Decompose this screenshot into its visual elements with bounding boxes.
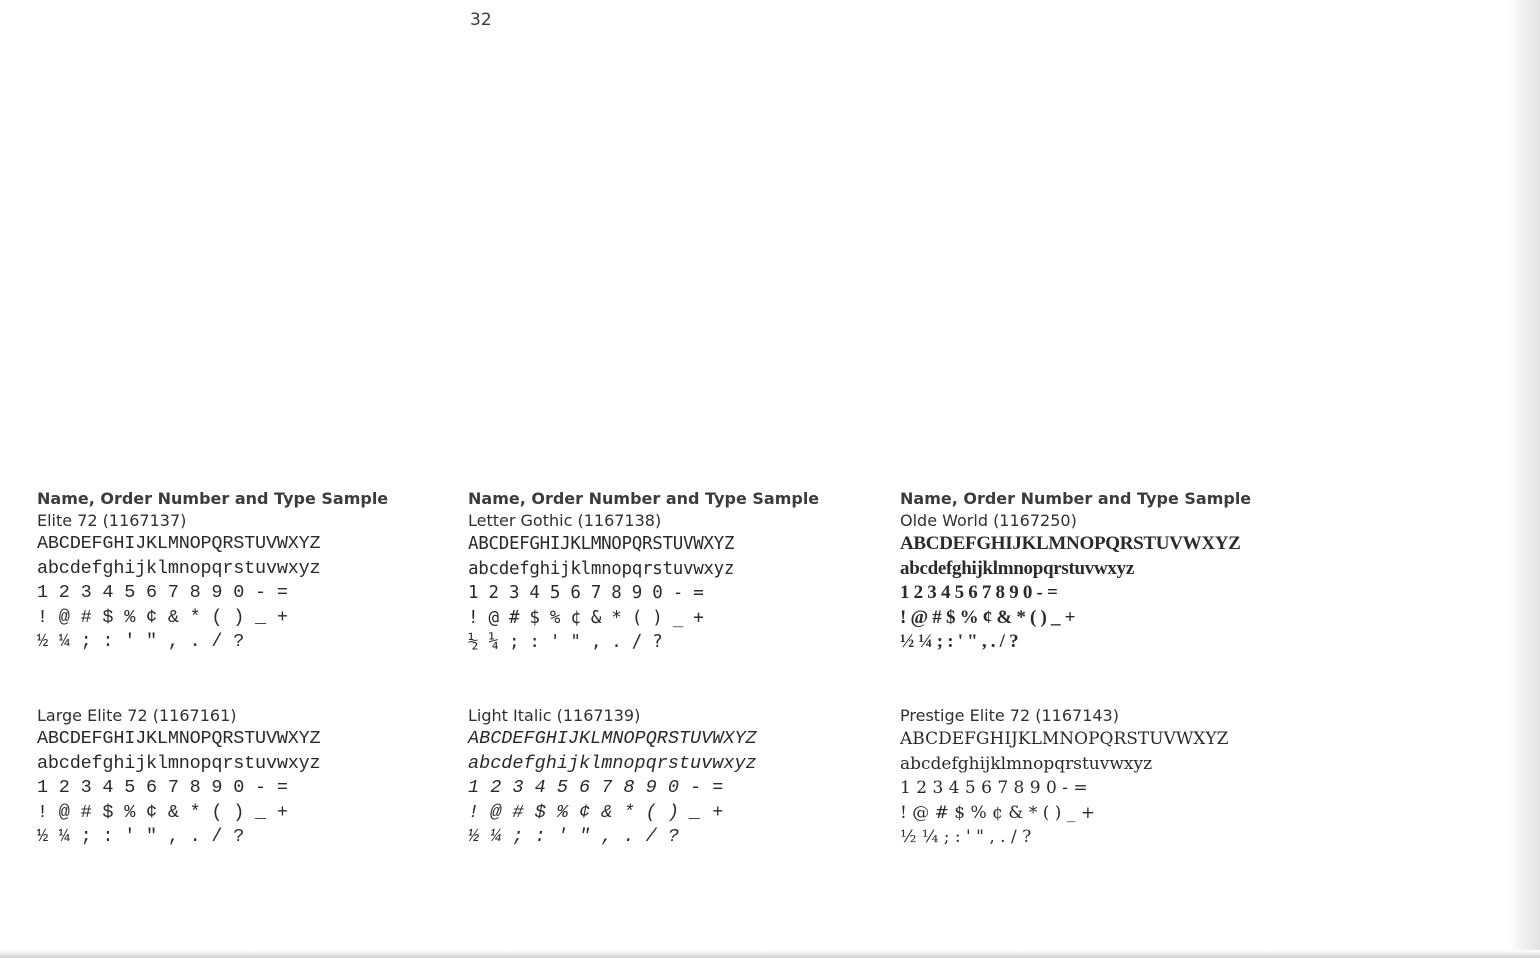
sample-symbols: ! @ # $ % ¢ & * ( ) _ +: [468, 801, 724, 823]
sample-lowercase: abcdefghijklmnopqrstuvwxyz: [37, 752, 321, 774]
sample-symbols: ! @ # $ % ¢ & * ( ) _ +: [37, 801, 288, 823]
sample-heading: Name, Order Number and Type Sample: [37, 489, 389, 508]
sample-lowercase: abcdefghijklmnopqrstuvwxyz: [37, 557, 321, 579]
sample-lowercase: abcdefghijklmnopqrstuvwxyz: [468, 752, 757, 774]
font-name: Large Elite 72 (1167161): [37, 706, 237, 725]
sample-punctuation: ½ ¼ ; : ' " , . / ?: [468, 632, 663, 652]
type-sample-olde-world: [900, 488, 1310, 655]
type-sample-letter-gothic: [468, 488, 878, 655]
sample-punctuation: ½ ¼ ; : ' " , . / ?: [900, 827, 1032, 847]
sample-symbols: ! @ # $ % ¢ & * ( ) _ +: [900, 606, 1076, 628]
type-sample-elite-72: [37, 488, 447, 655]
sample-numbers: 1 2 3 4 5 6 7 8 9 0 - =: [37, 582, 288, 603]
sample-numbers: 1 2 3 4 5 6 7 8 9 0 - =: [900, 778, 1088, 798]
font-name: Elite 72 (1167137): [37, 511, 187, 530]
type-sample-light-italic: [468, 705, 878, 850]
font-name: Letter Gothic (1167138): [468, 511, 662, 530]
sample-lowercase: abcdefghijklmnopqrstuvwxyz: [900, 557, 1134, 579]
sample-uppercase: ABCDEFGHIJKLMNOPQRSTUVWXYZ: [468, 534, 735, 554]
sample-uppercase: ABCDEFGHIJKLMNOPQRSTUVWXYZ: [468, 728, 757, 749]
sample-punctuation: ½ ¼ ; : ' " , . / ?: [900, 631, 1019, 652]
sample-symbols: ! @ # $ % ¢ & * ( ) _ +: [468, 607, 704, 628]
type-sample-prestige-elite-72: [900, 705, 1310, 850]
sample-numbers: 1 2 3 4 5 6 7 8 9 0 - =: [468, 777, 724, 798]
sample-symbols: ! @ # $ % ¢ & * ( ) _ +: [37, 606, 288, 628]
sample-heading: Name, Order Number and Type Sample: [900, 489, 1252, 508]
font-name: Prestige Elite 72 (1167143): [900, 706, 1119, 725]
sample-punctuation: ½ ¼ ; : ' " , . / ?: [468, 826, 679, 847]
sample-symbols: ! @ # $ % ¢ & * ( ) _ +: [900, 802, 1095, 823]
sample-punctuation: ½ ¼ ; : ' " , . / ?: [37, 826, 245, 847]
font-name: Light Italic (1167139): [468, 706, 641, 725]
sample-uppercase: ABCDEFGHIJKLMNOPQRSTUVWXYZ: [37, 728, 321, 749]
sample-uppercase: ABCDEFGHIJKLMNOPQRSTUVWXYZ: [37, 533, 321, 554]
sample-lowercase: abcdefghijklmnopqrstuvwxyz: [468, 558, 735, 579]
font-name: Olde World (1167250): [900, 511, 1077, 530]
sample-lowercase: abcdefghijklmnopqrstuvwxyz: [900, 753, 1153, 774]
sample-punctuation: ½ ¼ ; : ' " , . / ?: [37, 631, 245, 652]
sample-uppercase: ABCDEFGHIJKLMNOPQRSTUVWXYZ: [900, 533, 1241, 554]
sample-numbers: 1 2 3 4 5 6 7 8 9 0 - =: [37, 777, 288, 798]
sample-numbers: 1 2 3 4 5 6 7 8 9 0 - =: [900, 582, 1058, 603]
sample-heading: Name, Order Number and Type Sample: [468, 489, 820, 508]
page-number: 32: [470, 10, 492, 30]
sample-numbers: 1 2 3 4 5 6 7 8 9 0 - =: [468, 583, 704, 603]
type-sample-large-elite-72: [37, 705, 447, 850]
sample-uppercase: ABCDEFGHIJKLMNOPQRSTUVWXYZ: [900, 729, 1229, 749]
page-edge-shadow: [1508, 0, 1540, 958]
page-bottom-edge: [0, 950, 1540, 958]
